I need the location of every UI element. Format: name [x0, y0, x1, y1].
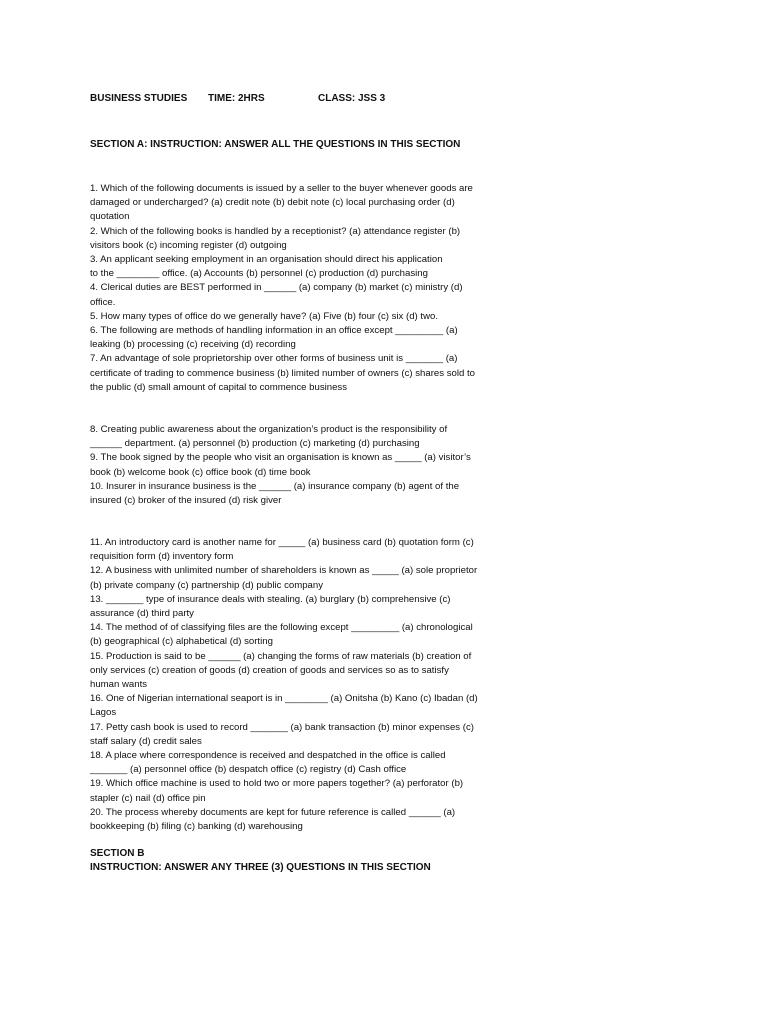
question-item: 13. _______ type of insurance deals with stealing. (a) burglary (b) comprehensive (c) assurance (d) third party — [90, 593, 451, 620]
question-item: 1. Which of the following documents is issued by a seller to the buyer whenever goods are damaged or undercharged? (a) credit note (b) debit note (c) local purchasing order (d) quotation — [90, 183, 473, 223]
question-item: 4. Clerical duties are BEST performed in ______ (a) company (b) market (c) ministry (d) office. — [90, 282, 463, 308]
section-b-title: SECTION B — [90, 848, 145, 859]
question-item: 5. How many types of office do we generally have? (a) Five (b) four (c) six (d) two. — [90, 310, 438, 322]
question-item: 6. The following are methods of handling information in an office except _________ (a) leaking (b) processing (c) receiving (d) recording — [90, 325, 458, 351]
question-item: 17. Petty cash book is used to record _______ (a) bank transaction (b) minor expenses (c) staff salary (d) credit sales — [90, 721, 474, 747]
question-item: 8. Creating public awareness about the organization’s product is the responsibility of ______ department. (a) personnel (b) production (c) marketing (d) purchasing — [90, 424, 448, 450]
question-item: 18. A place where correspondence is received and despatched in the office is called _______ (a) personnel office (b) despatch office (c) registry (d) Cash office — [90, 750, 446, 776]
question-group-3 — [90, 536, 480, 834]
time-label: TIME: 2HRS — [208, 93, 265, 104]
class-label: CLASS: JSS 3 — [318, 93, 386, 104]
question-item: 12. A business with unlimited number of shareholders is known as _____ (a) sole proprietor (b) private company (c) partnership (d) public company — [90, 565, 478, 591]
subject-label: BUSINESS STUDIES — [90, 93, 188, 104]
question-item: 11. An introductory card is another name for _____ (a) business card (b) quotation form (c) requisition form (d) inventory form — [90, 537, 474, 563]
question-group-2 — [90, 423, 480, 508]
question-item: to the ________ office. (a) Accounts (b) personnel (c) production (d) purchasing — [90, 268, 428, 280]
question-item: 19. Which office machine is used to hold two or more papers together? (a) perforator (b) stapler (c) nail (d) office pin — [90, 778, 464, 804]
question-item: 16. One of Nigerian international seaport is in ________ (a) Onitsha (b) Kano (c) Ibadan (d) Lagos — [90, 693, 478, 719]
question-item: 2. Which of the following books is handled by a receptionist? (a) attendance register (b) visitors book (c) incoming register (d) outgoing — [90, 225, 461, 251]
question-item: 10. Insurer in insurance business is the ______ (a) insurance company (b) agent of the insured (c) broker of the insured (d) risk giver — [90, 480, 460, 507]
question-item: 14. The method of of classifying files are the following except _________ (a) chronological (b) geographical (c) alphabetical (d) sorting — [90, 622, 473, 648]
question-item: 20. The process whereby documents are kept for future reference is called ______ (a) bookkeeping (b) filing (c) banking (d) warehousing — [90, 806, 456, 833]
section-a-instruction: SECTION A: INSTRUCTION: ANSWER ALL THE QUESTIONS IN THIS SECTION — [90, 139, 461, 150]
question-item: 7. An advantage of sole proprietorship over other forms of business unit is _______ (a) certificate of trading to commence business (b) limited number of owners (c) shares sold to the public (d) small amount of capital to commence business — [90, 353, 475, 393]
question-item: 3. An applicant seeking employment in an organisation should direct his application — [90, 254, 443, 266]
question-item: 15. Production is said to be ______ (a) changing the forms of raw materials (b) creation of only services (c) creation of goods (d) creation of goods and services so as to satisfy human wants — [90, 650, 472, 691]
section-b-instruction: INSTRUCTION: ANSWER ANY THREE (3) QUESTIONS IN THIS SECTION — [90, 862, 431, 873]
question-item: 9. The book signed by the people who visit an organisation is known as _____ (a) visitor’s book (b) welcome book (c) office book (d) time book — [90, 452, 471, 478]
question-group-1 — [90, 182, 480, 395]
